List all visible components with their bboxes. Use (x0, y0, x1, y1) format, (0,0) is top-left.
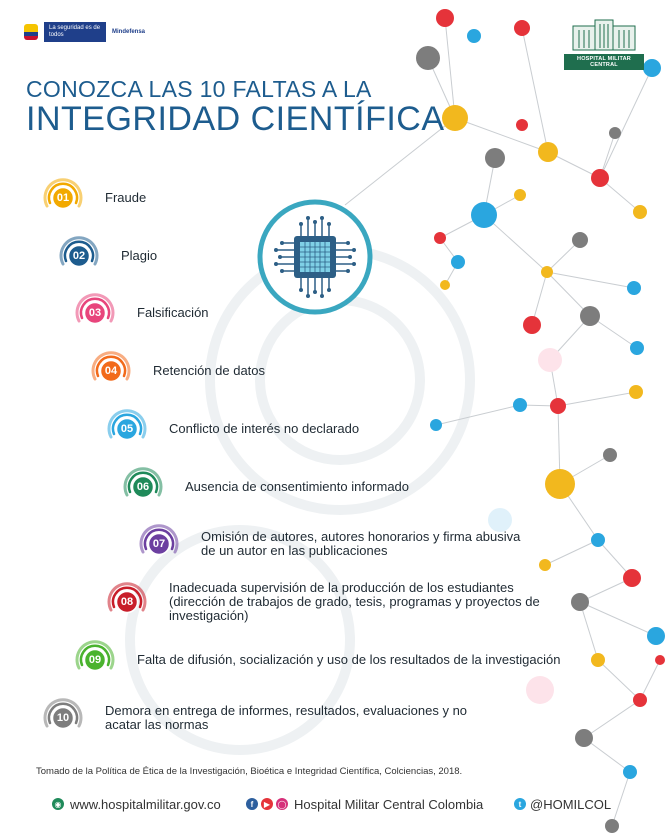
item-label: Falsificación (137, 305, 209, 320)
title-line-1: CONOZCA LAS 10 FALTAS A LA (26, 76, 372, 102)
globe-icon: ◉ (52, 798, 64, 810)
item-label: Retención de datos (153, 363, 266, 378)
twitter-link[interactable] (514, 797, 611, 812)
page-title: INTEGRIDAD CIENTÍFICA (26, 100, 445, 138)
gov-slogan: La seguridad es de todos (44, 22, 106, 42)
number-badge: 01 (41, 176, 85, 220)
list-item (57, 234, 157, 278)
list-item (105, 407, 359, 451)
item-label: Falta de difusión, socialización y uso de los resultados de la investigación (137, 652, 561, 667)
social-links[interactable] (246, 797, 483, 812)
chip-icon (256, 198, 374, 316)
item-label: Inadecuada supervisión de la producción de los estudiantes (dirección de trabajos de grado, tesis, programas y proyectos de investigación) (169, 580, 540, 623)
colombia-flag-icon (24, 24, 38, 40)
item-label: Omisión de autores, autores honorarios y firma abusiva de un autor en las publicaciones (201, 529, 521, 558)
instagram-icon[interactable]: ◯ (277, 799, 287, 809)
list-item (73, 638, 607, 682)
number-badge: 05 (105, 407, 149, 451)
item-label: Conflicto de interés no declarado (169, 421, 360, 436)
facebook-icon[interactable]: f (246, 798, 258, 810)
website-link[interactable] (52, 797, 221, 812)
number-badge: 06 (121, 465, 165, 509)
list-item (121, 465, 409, 509)
list-item (41, 176, 146, 220)
number-badge: 04 (89, 349, 133, 393)
hospital-logo (564, 18, 644, 70)
hospital-building-icon (571, 18, 637, 52)
list-item (105, 580, 549, 624)
list-item (41, 696, 475, 740)
number-badge: 02 (57, 234, 101, 278)
list-item (89, 349, 265, 393)
website-text: www.hospitalmilitar.gov.co (70, 796, 221, 812)
list-item (73, 291, 209, 335)
government-logo (24, 22, 145, 42)
number-badge: 08 (105, 580, 149, 624)
hospital-logo-name: HOSPITAL MILITAR CENTRAL (564, 54, 644, 70)
social-account-text: Hospital Militar Central Colombia (294, 796, 484, 812)
item-label: Plagio (121, 248, 158, 263)
item-label: Fraude (105, 190, 147, 205)
twitter-icon: t (514, 798, 526, 810)
item-label: Ausencia de consentimiento informado (185, 479, 410, 494)
youtube-icon[interactable]: ▶ (261, 798, 273, 810)
list-item (137, 522, 529, 566)
number-badge: 09 (73, 638, 117, 682)
ministry-label: Mindefensa (112, 29, 146, 35)
item-label: Demora en entrega de informes, resultados, evaluaciones y no acatar las normas (105, 703, 468, 732)
number-badge: 10 (41, 696, 85, 740)
twitter-handle: @HOMILCOL (530, 796, 612, 812)
source-citation: Tomado de la Política de Ética de la Investigación, Bioética e Integridad Científica, Colciencias, 2018. (36, 766, 463, 777)
number-badge: 07 (137, 522, 181, 566)
number-badge: 03 (73, 291, 117, 335)
